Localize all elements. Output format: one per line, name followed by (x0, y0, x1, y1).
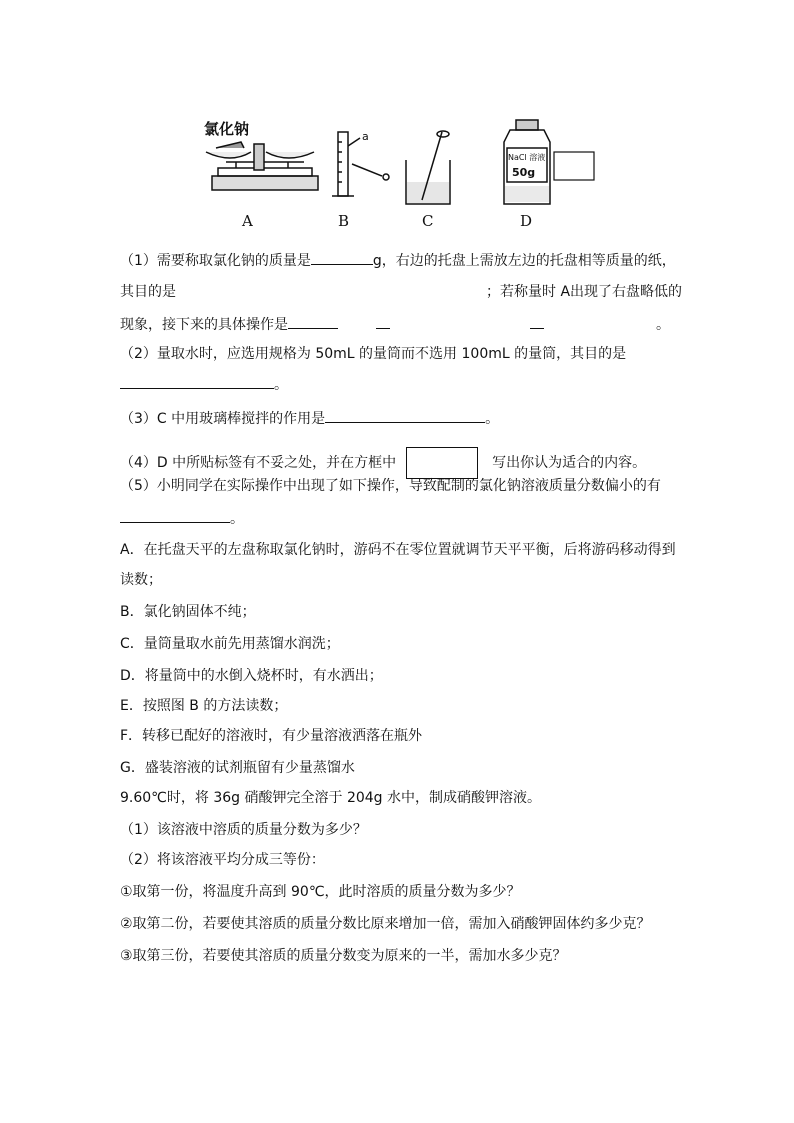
beaker-c (406, 131, 450, 204)
option-a: A．在托盘天平的左盘称取氯化钠时，游码不在零位置就调节天平平衡，后将游码移动得到 (120, 542, 676, 558)
q1-purpose-text: 其目的是 (120, 284, 176, 300)
q2-line1: （2）量取水时，应选用规格为 50mL 的量筒而不选用 100mL 的量筒，其目的是 (120, 346, 627, 362)
q1-operation-blank-2[interactable] (376, 314, 390, 329)
q9-sub2: （2）将该溶液平均分成三等份： (120, 852, 325, 868)
q9-sub1: （1）该溶液中溶质的质量分数为多少？ (120, 822, 367, 838)
experiment-figure (196, 112, 616, 232)
q1-line3-text: 现象，接下来的具体操作是 (120, 317, 288, 333)
option-e: E．按照图 B 的方法读数； (120, 698, 288, 714)
apparatus-illustration (196, 112, 616, 212)
figure-title: 氯化钠 (204, 120, 250, 138)
q3-line (120, 408, 499, 429)
q3-blank[interactable] (325, 408, 485, 423)
q1-line2 (120, 282, 682, 302)
option-g: G．盛装溶液的试剂瓶留有少量蒸馏水 (120, 760, 355, 776)
q1-unit-text: g，右边的托盘上需放左边的托盘相等质量的纸， (372, 253, 676, 269)
q9-item3: ③取第三份，若要使其溶质的质量分数变为原来的一半，需加水多少克？ (120, 948, 567, 964)
q4-answer-box[interactable] (406, 447, 478, 479)
option-a-cont: 读数； (120, 572, 162, 588)
label-d: D (520, 212, 533, 230)
q2-end: 。 (274, 377, 288, 393)
q1-end: 。 (656, 317, 670, 333)
q9-item2: ②取第二份，若要使其溶质的质量分数比原来增加一倍，需加入硝酸钾固体约多少克？ (120, 916, 651, 932)
balance-a (206, 142, 318, 190)
option-f: F．转移已配好的溶液时，有少量溶液洒落在瓶外 (120, 728, 423, 744)
label-box-d (554, 152, 594, 180)
q2-blank[interactable] (120, 374, 274, 389)
cylinder-b (332, 132, 389, 196)
q3-end: 。 (485, 411, 500, 427)
q5-line1: （5）小明同学在实际操作中出现了如下操作，导致配制的氯化钠溶液质量分数偏小的有 (120, 478, 661, 494)
q4-text1: （4）D 中所贴标签有不妥之处，并在方框中 (120, 455, 397, 471)
q1-line3 (120, 314, 670, 335)
label-a: A (242, 212, 253, 230)
q4-line (120, 446, 646, 480)
q1-line1 (120, 250, 676, 271)
q5-end: 。 (230, 511, 244, 527)
q1-operation-blank-1[interactable] (288, 314, 338, 329)
q1-part3-text: ；若称量时 A出现了右盘略低的 (486, 284, 683, 300)
q3-text: （3）C 中用玻璃棒搅拌的作用是 (120, 411, 326, 427)
q1-mass-blank[interactable] (311, 250, 373, 265)
q5-line2 (120, 508, 244, 529)
label-c: C (422, 212, 434, 230)
q4-text2: 写出你认为适合的内容。 (492, 455, 647, 471)
option-c: C．量筒量取水前先用蒸馏水润洗； (120, 636, 340, 652)
q5-blank[interactable] (120, 508, 230, 523)
option-d: D．将量筒中的水倒入烧杯时，有水洒出； (120, 668, 383, 684)
q1-text: （1）需要称取氯化钠的质量是 (120, 253, 311, 269)
cylinder-mark-label: a (362, 130, 369, 143)
q2-line2 (120, 374, 288, 395)
q9-item1: ①取第一份，将温度升高到 90℃，此时溶质的质量分数为多少？ (120, 884, 521, 900)
bottle-label-text: NaCl 溶液 (508, 153, 546, 162)
bottle-mass-text: 50g (512, 166, 536, 179)
q1-operation-blank-3[interactable] (530, 314, 544, 329)
option-b: B．氯化钠固体不纯； (120, 604, 256, 620)
q9-intro: 9.60℃时，将 36g 硝酸钾完全溶于 204g 水中，制成硝酸钾溶液。 (120, 790, 542, 806)
label-b: B (338, 212, 350, 230)
